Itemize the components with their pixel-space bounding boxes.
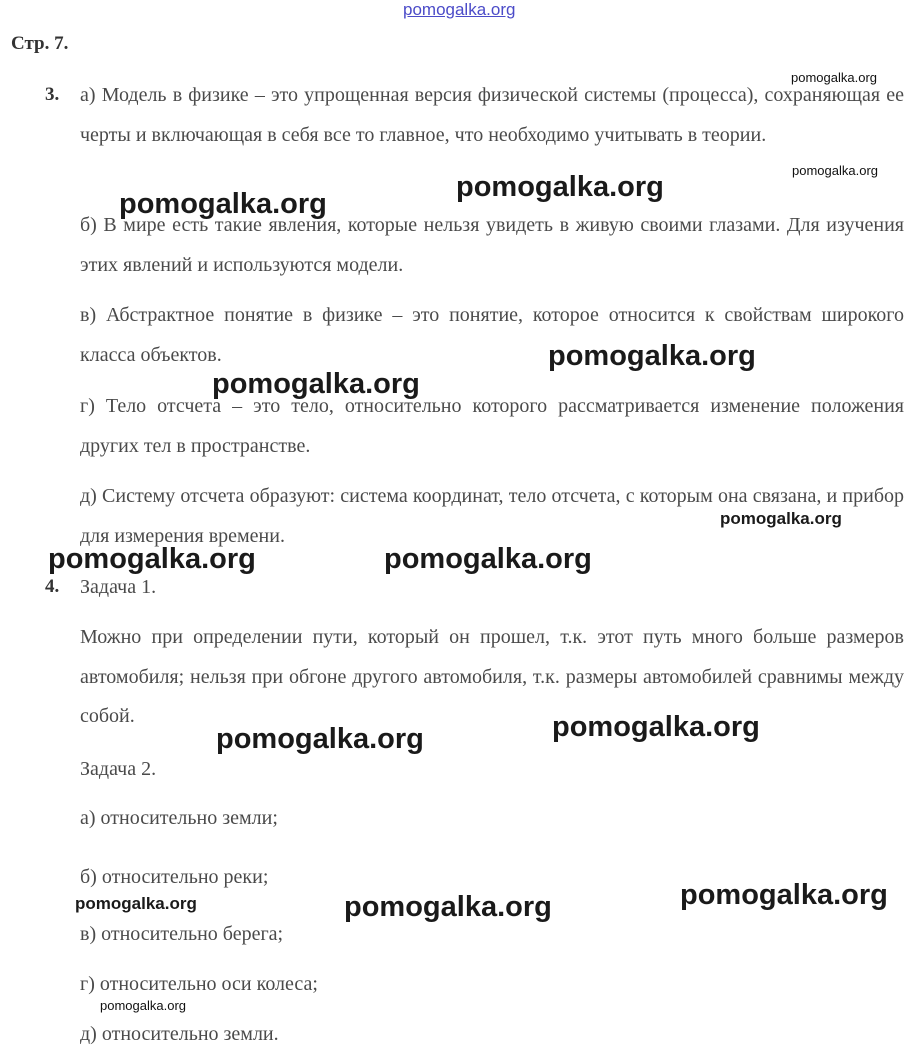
task-1-text: Можно при определении пути, который он прошел, т.к. этот путь много больше размеров автомобиля; нельзя при обгоне другого автомобиля, т.к. размеры автомобилей сравнимы между собой. [80, 626, 904, 727]
q3-answer-d: г) Тело отсчета – это тело, относительно которого рассматривается изменение положения других тел в пространстве. [80, 395, 904, 457]
task-2-title: Задача 2. [80, 758, 157, 780]
watermark: pomogalka.org [548, 340, 756, 372]
watermark: pomogalka.org [720, 509, 842, 528]
q3-answer-e: д) Систему отсчета образуют: система координат, тело отсчета, с которым она связана, и прибор для измерения времени. [80, 485, 904, 547]
task-2-item-a: а) относительно земли; [80, 807, 278, 829]
watermark: pomogalka.org [344, 891, 552, 923]
question-4-number: 4. [45, 576, 60, 597]
question-3-number: 3. [45, 84, 60, 105]
watermark: pomogalka.org [48, 543, 256, 575]
watermark: pomogalka.org [212, 368, 420, 400]
watermark: pomogalka.org [791, 70, 877, 85]
top-watermark-link[interactable]: pomogalka.org [403, 0, 516, 19]
watermark: pomogalka.org [792, 163, 878, 178]
page-title: Стр. 7. [11, 33, 69, 54]
task-1-title: Задача 1. [80, 576, 157, 598]
watermark: pomogalka.org [75, 894, 197, 913]
watermark: pomogalka.org [456, 171, 664, 203]
watermark: pomogalka.org [680, 879, 888, 911]
watermark: pomogalka.org [100, 998, 186, 1013]
q3-answer-b: б) В мире есть такие явления, которые нельзя увидеть в живую своими глазами. Для изучения этих явлений и используются модели. [80, 214, 904, 276]
watermark: pomogalka.org [384, 543, 592, 575]
watermark: pomogalka.org [119, 188, 327, 220]
task-2-item-c: в) относительно берега; [80, 923, 284, 945]
task-2-item-e: д) относительно земли. [80, 1023, 279, 1045]
task-2-item-b: б) относительно реки; [80, 866, 269, 888]
q3-answer-a: а) Модель в физике – это упрощенная версия физической системы (процесса), сохраняющая ее черты и включающая в себя все то главное, что необходимо учитывать в теории. [80, 84, 904, 146]
task-2-item-d: г) относительно оси колеса; [80, 973, 318, 995]
watermark: pomogalka.org [552, 711, 760, 743]
q3-answer-c: в) Абстрактное понятие в физике – это понятие, которое относится к свойствам широкого класса объектов. [80, 304, 904, 366]
watermark: pomogalka.org [216, 723, 424, 755]
